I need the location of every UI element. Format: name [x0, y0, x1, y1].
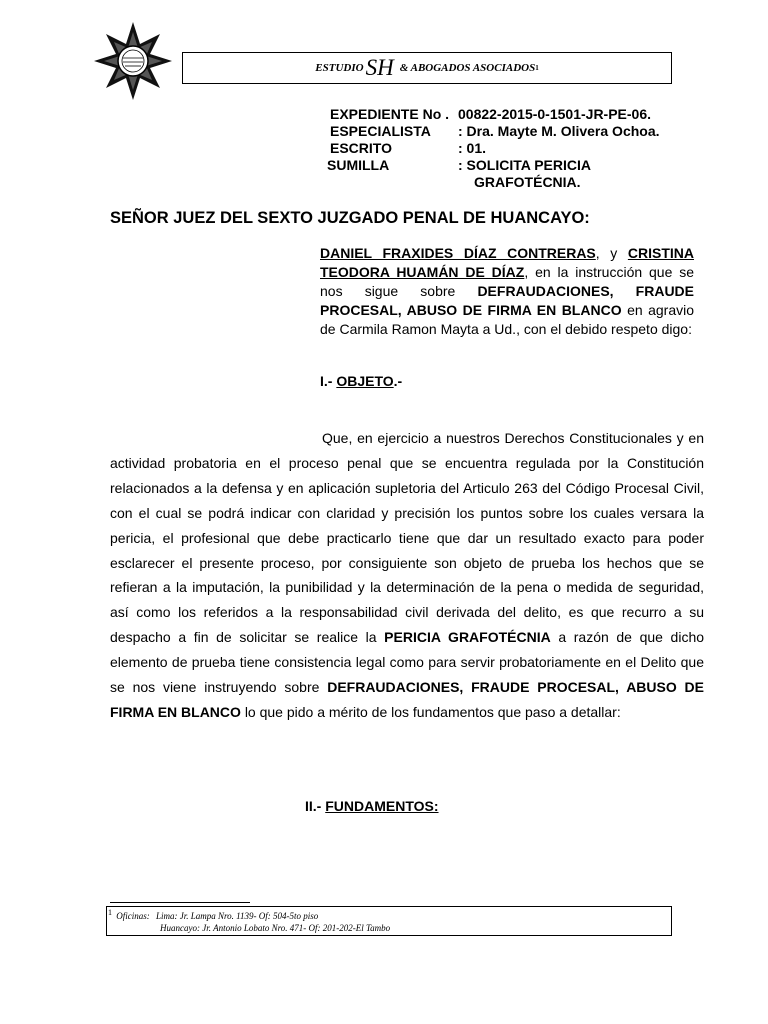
section-fundamentos-heading: [305, 798, 439, 814]
section-number: II.-: [305, 798, 322, 814]
footnote: [108, 907, 390, 934]
case-info-value: : 01.: [458, 140, 487, 156]
case-info-value: 00822-2015-0-1501-JR-PE-06.: [458, 106, 652, 122]
firm-suffix: & ABOGADOS ASOCIADOS: [399, 62, 536, 74]
party-name-2: CRISTINA TEODORA HUAMÁN DE DÍAZ: [320, 245, 695, 280]
case-info-row: [330, 106, 710, 123]
case-info-label: EXPEDIENTE No .: [330, 106, 450, 122]
party-crimes: DEFRAUDACIONES, FRAUDE PROCESAL, ABUSO DE FIRMA EN BLANCO: [320, 283, 695, 318]
party-text-1: , en la instrucción que se nos sigue sobre: [320, 264, 694, 299]
section-title: OBJETO: [336, 373, 394, 389]
footnote-separator: [110, 902, 250, 903]
case-info-row: [330, 140, 710, 157]
footnote-lima: Lima: Jr. Lampa Nro. 1139- Of: 504-5to piso: [156, 911, 319, 921]
case-info-row: [330, 174, 710, 191]
party-name-1: DANIEL FRAXIDES DÍAZ CONTRERAS: [320, 245, 596, 261]
case-info-label: ESCRITO: [330, 140, 392, 156]
case-info: [327, 106, 710, 191]
case-info-value: : Dra. Mayte M. Olivera Ochoa.: [458, 123, 660, 139]
firm-prefix: ESTUDIO: [315, 62, 364, 74]
footnote-huancayo: Huancayo: Jr. Antonio Lobato Nro. 471- Of: 201-202-El Tambo: [160, 923, 391, 933]
section-number: I.-: [320, 373, 333, 389]
case-info-label: [330, 174, 458, 191]
body-bold-1: PERICIA GRAFOTÉCNIA: [384, 629, 551, 646]
section-title: FUNDAMENTOS:: [325, 798, 439, 814]
eight-pointed-star-seal-icon: [92, 20, 174, 102]
body-part-3: lo que pido a mérito de los fundamentos que paso a detallar:: [244, 703, 621, 720]
case-info-value: GRAFOTÉCNIA.: [474, 174, 581, 190]
letterhead: [182, 52, 672, 84]
parties-paragraph: [320, 244, 694, 339]
case-info-label: SUMILLA: [327, 157, 390, 173]
body-bold-2: DEFRAUDACIONES, FRAUDE PROCESAL, ABUSO DE FIRMA EN BLANCO: [110, 679, 704, 720]
section-objeto-heading: [320, 373, 402, 389]
party-conj: , y: [595, 245, 618, 261]
section-suffix: .-: [393, 373, 403, 389]
body-part-2: a razón de que dicho elemento de prueba tiene consistencia legal como para servir probatoriamente en el Delito que se nos viene instruyendo sobre: [110, 629, 705, 696]
case-info-row: [330, 123, 710, 140]
body-part-1: Que, en ejercicio a nuestros Derechos Constitucionales y en actividad probatoria en el proceso penal que se encuentra regulada por la Constitución relacionados a la defensa y en aplicación supletoria del Articulo 263 del Código Procesal Civil, con el cual se podrá indicar con claridad y precisión los puntos sobre los cuales versara la pericia, el profesional que debe practicarlo tiene que dar un resultado exacto para poder esclarecer el presente proceso, por consiguiente son objeto de prueba los hechos que se refieran a la imputación, la punibilidad y la determinación de la pena o medida de seguridad, así como los referidos a la responsabilidad civil derivada del delito, es que recurro a su despacho a fin de solicitar se realice la: [110, 430, 704, 646]
footnote-label: Oficinas:: [116, 911, 150, 921]
case-info-label: ESPECIALISTA: [330, 123, 431, 139]
salutation: SEÑOR JUEZ DEL SEXTO JUZGADO PENAL DE HUANCAYO:: [110, 209, 590, 227]
case-info-row: [327, 157, 710, 174]
objeto-body: [110, 426, 704, 725]
footnote-line-2: [160, 922, 390, 934]
firm-initials: SH: [365, 55, 394, 80]
footnote-mark: 1: [108, 908, 112, 917]
party-text-2: en agravio de Carmila Ramon Mayta a Ud., con el debido respeto digo:: [320, 302, 695, 337]
footnote-line-1: [108, 907, 390, 922]
case-info-value: : SOLICITA PERICIA: [458, 157, 591, 173]
letterhead-footnote-mark: 1: [535, 64, 539, 72]
